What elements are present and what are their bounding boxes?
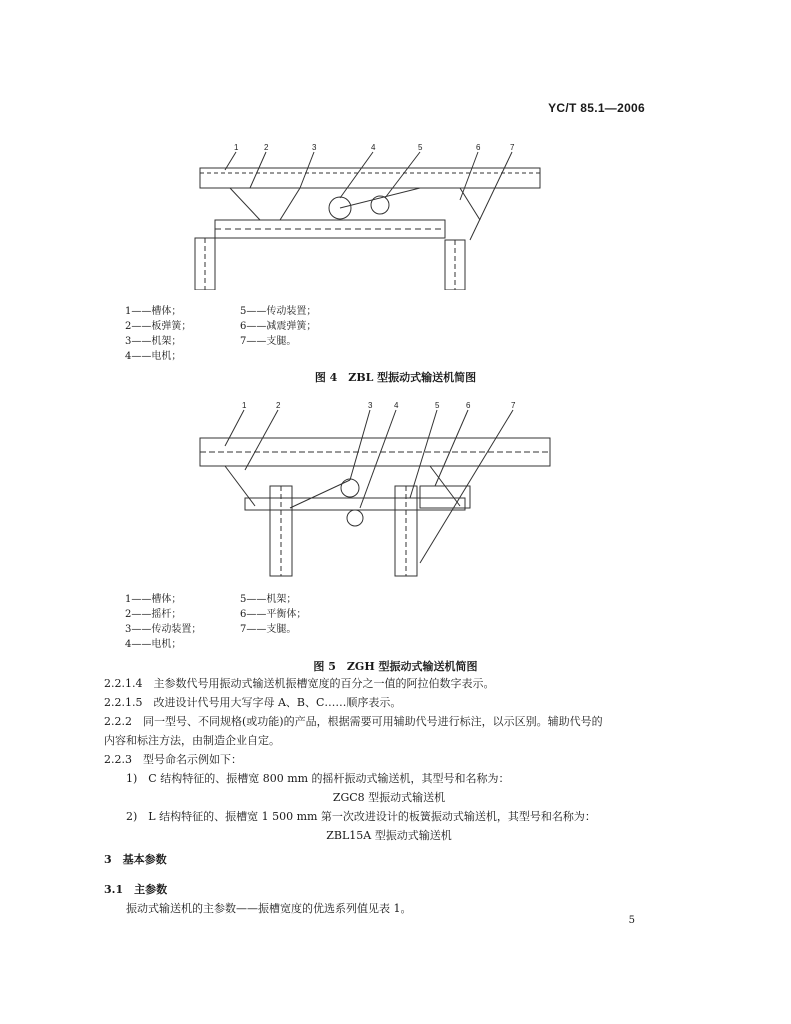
fig4-callout-1: 1 <box>234 143 239 152</box>
legend-item: 2——摇杆； <box>125 609 182 620</box>
fig4-callout-4: 4 <box>371 143 376 152</box>
fig4-callout-5: 5 <box>418 143 423 152</box>
legend-item: 3——传动装置； <box>125 624 202 635</box>
paragraph: 振动式输送机的主参数——振槽宽度的优选系列值见表 1。 <box>126 902 412 915</box>
fig5-callout-3: 3 <box>368 401 373 410</box>
legend-item: 4——电机； <box>125 351 182 362</box>
figure-4-caption: 图 4 ZBL 型振动式输送机简图 <box>314 371 477 384</box>
fig5-callout-7: 7 <box>511 401 516 410</box>
fig5-callout-2: 2 <box>276 401 281 410</box>
figure-4-legend <box>125 304 316 364</box>
section-3-heading: 3 基本参数 <box>104 853 167 866</box>
example-2: 2) L 结构特征的、振槽宽 1 500 mm 第一次改进设计的板簧振动式输送机，其型号和名称为： <box>126 810 596 823</box>
example-2-result: ZBL15A 型振动式输送机 <box>326 829 452 842</box>
figure-5-caption: 图 5 ZGH 型振动式输送机简图 <box>313 660 478 673</box>
legend-item: 2——板弹簧； <box>125 321 192 332</box>
standard-number: YC/T 85.1—2006 <box>548 101 645 115</box>
legend-item: 1——槽体； <box>125 594 182 605</box>
legend-item: 7——支腿。 <box>240 624 297 635</box>
fig5-callout-5: 5 <box>435 401 440 410</box>
legend-item: 5——传动装置； <box>240 306 317 317</box>
legend-item: 5——机架； <box>240 594 297 605</box>
paragraph: 2.2.2 同一型号、不同规格(或功能)的产品，根据需要可用辅助代号进行标注，以示区别。辅助代号的 <box>104 715 603 728</box>
fig4-callout-6: 6 <box>476 143 481 152</box>
section-3-1-heading: 3.1 主参数 <box>104 883 168 896</box>
paragraph: 内容和标注方法，由制造企业自定。 <box>104 734 280 747</box>
figure-5-drawing <box>190 398 560 578</box>
legend-item: 6——减震弹簧； <box>240 321 317 332</box>
legend-item: 3——机架； <box>125 336 182 347</box>
example-1: 1) C 结构特征的、振槽宽 800 mm 的摇杆振动式输送机，其型号和名称为： <box>126 772 510 785</box>
fig5-callout-6: 6 <box>466 401 471 410</box>
example-1-result: ZGC8 型振动式输送机 <box>332 791 446 804</box>
fig4-callout-3: 3 <box>312 143 317 152</box>
fig4-callout-7: 7 <box>510 143 515 152</box>
paragraph: 2.2.1.5 改进设计代号用大写字母 A、B、C……顺序表示。 <box>104 696 402 709</box>
fig4-callout-2: 2 <box>264 143 269 152</box>
page-number: 5 <box>628 915 635 926</box>
paragraph: 2.2.1.4 主参数代号用振动式输送机振槽宽度的百分之一值的阿拉伯数字表示。 <box>104 677 495 690</box>
figure-4-drawing <box>180 140 560 290</box>
legend-item: 4——电机； <box>125 639 182 650</box>
legend-item: 6——平衡体； <box>240 609 307 620</box>
body-text <box>104 674 674 845</box>
legend-item: 7——支腿。 <box>240 336 297 347</box>
fig5-callout-4: 4 <box>394 401 399 410</box>
fig5-callout-1: 1 <box>242 401 247 410</box>
paragraph: 2.2.3 型号命名示例如下： <box>104 753 242 766</box>
legend-item: 1——槽体； <box>125 306 182 317</box>
figure-5-legend <box>125 592 306 652</box>
